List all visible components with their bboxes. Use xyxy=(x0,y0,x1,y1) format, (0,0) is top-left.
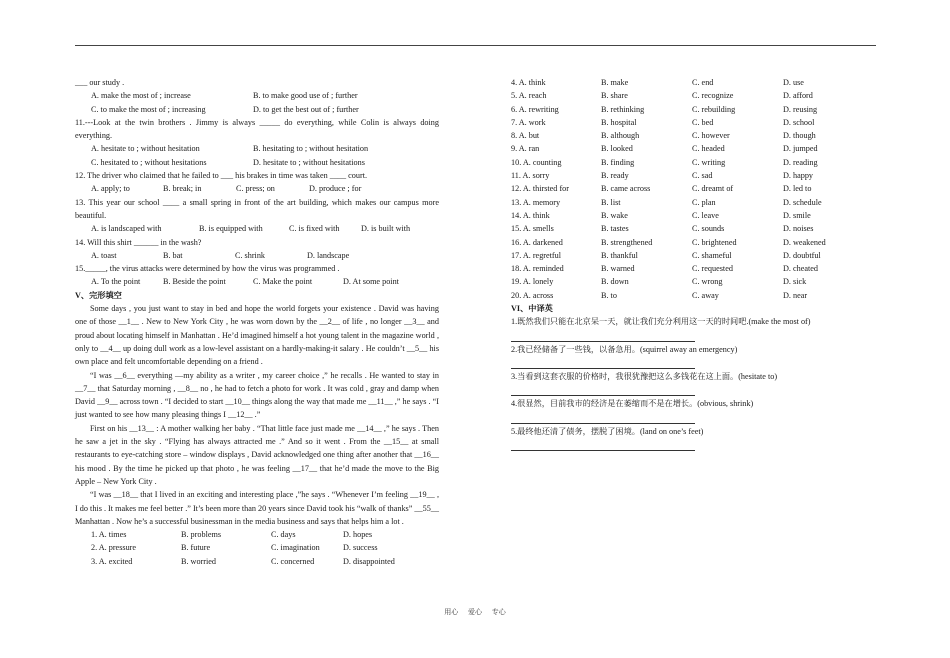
option: 11. A. sorry xyxy=(511,171,550,181)
q13-stem: 13. This year our school ____ a small spring in front of the art building, which makes our campus more beautiful. xyxy=(75,197,439,220)
answer-line[interactable] xyxy=(511,383,695,396)
q10-fragment: ___ our study . xyxy=(75,78,125,87)
cloze-options-row xyxy=(511,169,876,182)
cloze-options-grid xyxy=(511,76,876,302)
option: C. days xyxy=(271,530,296,540)
option: 2. A. pressure xyxy=(91,543,137,553)
option: A. To the point xyxy=(91,277,141,287)
option: D. doubtful xyxy=(783,250,821,260)
option: B. make xyxy=(601,78,629,87)
option: D. At some point xyxy=(343,277,399,287)
q12-stem: 12. The driver who claimed that he failed to ___ his brakes in time was taken ____ court. xyxy=(75,171,368,181)
option: C. brightened xyxy=(692,237,737,247)
cloze-options-row xyxy=(511,236,876,249)
header-rule xyxy=(75,45,876,46)
option: D. noises xyxy=(783,224,814,234)
cloze-options-row xyxy=(511,129,876,142)
option: 1. A. times xyxy=(91,530,127,540)
cloze-options-row xyxy=(511,249,876,262)
option: D. reusing xyxy=(783,104,818,114)
option: C. requested xyxy=(692,264,733,274)
translation-item: 5.最终他还清了债务，摆脱了困境。(land on one’s feet) xyxy=(511,426,704,436)
section-title-translation: VI、中译英 xyxy=(511,304,553,314)
option: B. problems xyxy=(181,530,222,540)
cloze-options-row xyxy=(511,103,876,116)
option: B. list xyxy=(601,197,621,207)
option: B. ready xyxy=(601,171,629,181)
cloze-options-row xyxy=(511,156,876,169)
option: 9. A. ran xyxy=(511,144,540,154)
option: B. strengthened xyxy=(601,237,653,247)
cloze-options-row xyxy=(511,209,876,222)
option: 16. A. darkened xyxy=(511,237,563,247)
option: A. apply; to xyxy=(91,184,130,194)
option: 5. A. reach xyxy=(511,91,547,101)
page-footer xyxy=(0,607,950,617)
option: C. sad xyxy=(692,171,713,181)
option: D. near xyxy=(783,290,808,300)
cloze-options-row xyxy=(75,555,439,568)
passage-paragraph: First on his __13__ : A mother walking her baby . “That little face just made me __14__ ,” he says . Then he saw a jet in the sky . “Flying has always attracted me .” And so it went . From the __15__ at small restaurants to eye-catching store – window displays , David acknowledged one thing after another that __16__ his mood . By the time he picked up that photo , he was feeling __17__ that he’d made the move to the Big Apple – New York City . xyxy=(75,423,439,486)
option: C. press; on xyxy=(236,184,275,194)
option: C. headed xyxy=(692,144,725,154)
option: 18. A. reminded xyxy=(511,264,564,274)
option: C. end xyxy=(692,78,714,87)
cloze-options-row xyxy=(511,289,876,302)
option: A. make the most of ; increase xyxy=(91,91,191,101)
option: D. success xyxy=(343,543,378,553)
option: D. weakened xyxy=(783,237,826,247)
option: C. recognize xyxy=(692,91,734,101)
translation-item: 3.当看到这套衣服的价格时，我很犹豫把这么多钱花在这上面。(hesitate to) xyxy=(511,371,778,381)
option: B. down xyxy=(601,277,629,287)
option: B. rethinking xyxy=(601,104,645,114)
option: 3. A. excited xyxy=(91,556,133,566)
option: B. hospital xyxy=(601,117,637,127)
option: B. future xyxy=(181,543,211,553)
option: B. hesitating to ; without hesitation xyxy=(253,144,369,154)
option: C. sounds xyxy=(692,224,725,234)
answer-line[interactable] xyxy=(511,438,695,451)
option: 4. A. think xyxy=(511,78,546,87)
option: D. reading xyxy=(783,157,818,167)
option: D. though xyxy=(783,131,816,141)
option: 12. A. thirsted for xyxy=(511,184,569,194)
cloze-options-row xyxy=(511,182,876,195)
option: 17. A. regretful xyxy=(511,250,562,260)
cloze-options-row xyxy=(75,541,439,554)
cloze-options-row xyxy=(511,275,876,288)
option: C. wrong xyxy=(692,277,723,287)
q10-options-row2 xyxy=(75,103,439,116)
option: 13. A. memory xyxy=(511,197,561,207)
option: B. bat xyxy=(163,250,183,260)
option: D. is built with xyxy=(361,224,411,234)
cloze-options-row xyxy=(511,89,876,102)
left-column xyxy=(75,76,439,568)
q12-options xyxy=(75,182,439,195)
option: A. is landscaped with xyxy=(91,224,162,234)
option: D. smile xyxy=(783,210,811,220)
option: D. school xyxy=(783,117,815,127)
q10-options-row1 xyxy=(75,89,439,102)
option: B. is equipped with xyxy=(199,224,263,234)
option: 10. A. counting xyxy=(511,157,562,167)
option: C. writing xyxy=(692,157,726,167)
option: C. away xyxy=(692,290,719,300)
option: D. disappointed xyxy=(343,556,395,566)
option: D. hopes xyxy=(343,530,373,540)
answer-line[interactable] xyxy=(511,329,695,342)
option: C. shameful xyxy=(692,250,732,260)
cloze-options-row xyxy=(511,116,876,129)
option: B. came across xyxy=(601,184,651,194)
option: C. leave xyxy=(692,210,719,220)
option: D. hesitate to ; without hesitations xyxy=(253,157,365,167)
option: D. led to xyxy=(783,184,812,194)
option: C. to make the most of ; increasing xyxy=(91,104,206,114)
translation-item: 2.我已经储备了一些钱，以备急用。(squirrel away an emergency) xyxy=(511,344,738,354)
translation-item: 1.既然我们只能在北京呆一天，就让我们充分利用这一天的时间吧.(make the most of) xyxy=(511,317,811,327)
option: D. produce ; for xyxy=(309,184,362,194)
option: B. thankful xyxy=(601,250,638,260)
option: B. looked xyxy=(601,144,633,154)
option: C. dreamt of xyxy=(692,184,734,194)
option: C. imagination xyxy=(271,543,320,553)
passage-paragraph: “I was __6__ everything —my ability as a writer , my career choice ,” he recalls . He wanted to stay in __7__ that Saturday morning , __8__ no , he had to fetch a photo for work . It was cold , gray and damp when David __9__ across town . “I decided to start __10__ things along the way that made me __11__ ,” he says . “I just wanted to see how many pleasing things I __12__ .” xyxy=(75,370,439,420)
option: 8. A. but xyxy=(511,131,540,141)
q15-options xyxy=(75,275,439,288)
option: C. Make the point xyxy=(253,277,313,287)
option: B. warned xyxy=(601,264,635,274)
option: B. although xyxy=(601,131,640,141)
option: D. to get the best out of ; further xyxy=(253,104,359,114)
cloze-options-row xyxy=(75,528,439,541)
option: D. landscape xyxy=(307,250,350,260)
option: D. afford xyxy=(783,91,813,101)
option: B. to make good use of ; further xyxy=(253,91,358,101)
q14-options xyxy=(75,249,439,262)
q11-stem: 11.---Look at the twin brothers . Jimmy is always _____ do everything, while Colin is always doing everything. xyxy=(75,117,439,141)
q11-options-row2 xyxy=(75,156,439,169)
option: C. hesitated to ; without hesitations xyxy=(91,157,207,167)
section-title-cloze: V、完形填空 xyxy=(75,290,122,300)
option: D. use xyxy=(783,78,804,87)
option: 15. A. smells xyxy=(511,224,554,234)
option: C. concerned xyxy=(271,556,315,566)
option: B. finding xyxy=(601,157,635,167)
option: D. sick xyxy=(783,277,807,287)
option: D. cheated xyxy=(783,264,819,274)
passage-paragraph: “I was __18__ that I lived in an exciting and interesting place ,”he says . “Whenever I’m feeling __19__ , I do this . It makes me feel better .” It’s been more than 20 years since David took his “walk of thanks” __55__ Manhattan . Now he’s a successful businessman in the media business and says that helps him a lot . xyxy=(75,490,439,526)
option: 20. A. across xyxy=(511,290,554,300)
footer-word: 爱心 xyxy=(468,608,482,616)
option: B. worried xyxy=(181,556,217,566)
option: 19. A. lonely xyxy=(511,277,554,287)
cloze-options-row xyxy=(511,142,876,155)
cloze-options-row xyxy=(511,76,876,89)
option: 6. A. rewriting xyxy=(511,104,559,114)
option: 14. A. think xyxy=(511,210,550,220)
footer-word: 用心 xyxy=(444,608,459,616)
option: C. rebuilding xyxy=(692,104,736,114)
option: C. shrink xyxy=(235,250,266,260)
answer-line[interactable] xyxy=(511,411,695,424)
q15-stem: 15._____, the virus attacks were determined by how the virus was programmed . xyxy=(75,264,340,274)
option: C. plan xyxy=(692,197,716,207)
footer-word: 专心 xyxy=(491,608,506,616)
cloze-options-row xyxy=(511,262,876,275)
q11-options-row1 xyxy=(75,142,439,155)
option: D. happy xyxy=(783,171,814,181)
option: B. break; in xyxy=(163,184,202,194)
q13-options xyxy=(75,222,439,235)
option: B. share xyxy=(601,91,628,101)
cloze-options-row xyxy=(511,222,876,235)
option: D. schedule xyxy=(783,197,822,207)
option: B. to xyxy=(601,290,617,300)
passage-paragraph: Some days , you just want to stay in bed and hope the world forgets your existence . David was having one of those __1__ . New to New York City , he was worn down by the __2__ of life , no longer __3__ and proud about locating himself in Manhattan . He’d imagined himself a hot young talent in the magazine world , only to __4__ up doing dull work as a low-level assistant on a hardly-making-it salary . He couldn’t __5__ his own place and felt uncomfortable depending on a friend . xyxy=(75,304,439,367)
option: A. hesitate to ; without hesitation xyxy=(91,144,200,154)
option: B. Beside the point xyxy=(163,277,226,287)
option: C. however xyxy=(692,131,730,141)
cloze-options-row xyxy=(511,196,876,209)
option: D. jumped xyxy=(783,144,818,154)
option: A. toast xyxy=(91,250,117,260)
translation-item: 4.很显然，目前我市的经济是在萎缩而不是在增长。(obvious, shrink) xyxy=(511,399,754,409)
option: C. bed xyxy=(692,117,714,127)
answer-line[interactable] xyxy=(511,356,695,369)
q14-stem: 14. Will this shirt ______ in the wash? xyxy=(75,237,202,247)
option: C. is fixed with xyxy=(289,224,340,234)
right-column xyxy=(511,76,876,452)
option: B. tastes xyxy=(601,224,629,234)
option: 7. A. work xyxy=(511,117,546,127)
option: B. wake xyxy=(601,210,628,220)
